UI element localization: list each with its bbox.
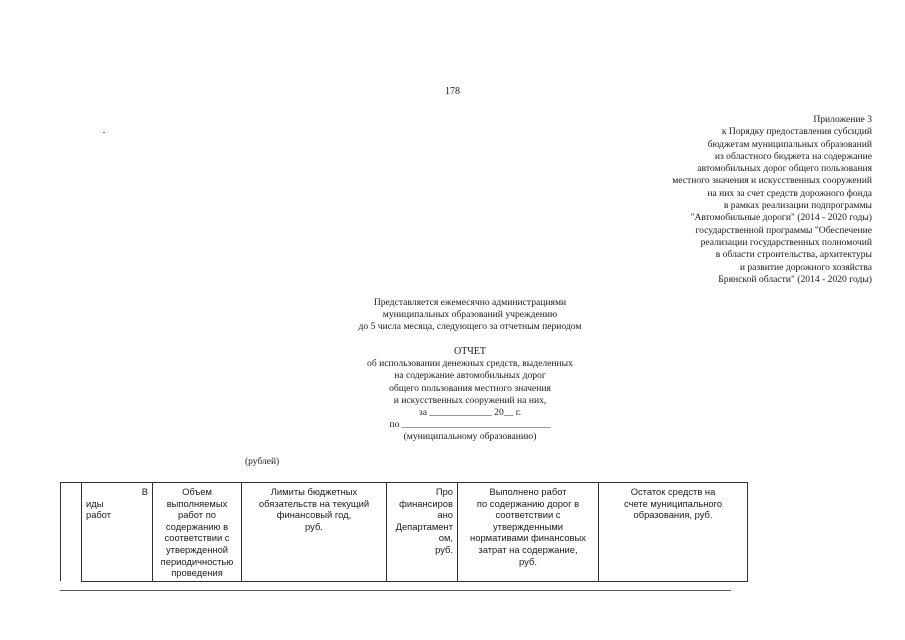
header-budget-limits: Лимиты бюджетных обязательств на текущий финансовый год, руб. [258,486,370,532]
table-header-row [61,483,748,582]
units-label: (рублей) [245,457,280,467]
table-header-cell [61,483,82,582]
appendix-line: в области строительства, архитектуры [715,249,872,261]
header-balance: Остаток средств на счете муниципального образования, руб. [623,486,723,521]
appendix-line: "Автомобильные дороги" (2014 - 2020 годы) [690,212,872,224]
scan-artifact [103,132,105,133]
appendix-line: в рамках реализации подпрограммы [723,200,872,212]
header-work-volume: Объем выполняемых работ по содержанию в соответствии с утвержденной периодичностью проведения [160,486,234,579]
appendix-line: Брянской области" (2014 - 2020 годы) [718,273,872,285]
table-header-cell [242,483,387,582]
report-subtitle-line: на содержание автомобильных дорог [394,370,546,382]
report-title: ОТЧЕТ [453,346,487,357]
report-subtitle-line: и искусственных сооружений на них, [393,394,547,406]
appendix-line: Приложение 3 [813,114,872,125]
appendix-line: на них за счет средств дорожного фонда [707,187,872,199]
report-period-line: за _____________ 20__ г. [418,407,522,419]
appendix-line: и развитие дорожного хозяйства [739,261,872,273]
report-subtitle-line: общего пользования местного значения [389,382,551,394]
appendix-line: автомобильных дорог общего пользования [697,163,872,175]
submission-note [250,297,690,334]
table-header-cell [82,483,153,582]
header-work-types: В иды работ [86,486,148,521]
table-header-cell [458,483,599,582]
header-work-completed: Выполнено работ по содержанию дорог в соответствии с утвержденными нормативами финансовых затрат на содержание, руб. [470,486,586,567]
appendix-block [672,114,872,286]
appendix-line: местного значения и искусственных сооружений [672,175,872,187]
table-header-cell [599,483,748,582]
submission-line: муниципальных образований учреждению [382,309,558,321]
header-financed: Про финансиров ано Департамент ом, руб. [395,486,453,555]
report-subtitle-line: об использовании денежных средств, выделенных [367,358,573,370]
report-municipality-line: по _______________________________ [389,419,551,431]
appendix-line: к Порядку предоставления субсидий [721,126,872,138]
report-municipality-caption: (муниципальному образованию) [403,431,537,443]
appendix-line: из областного бюджета на содержание [714,150,872,162]
table-header-cell [153,483,242,582]
page-number: 178 [445,86,460,97]
table-header-cell [387,483,458,582]
table-bottom-line [60,590,731,591]
appendix-line: бюджетам муниципальных образований [707,138,872,150]
appendix-line: реализации государственных полномочий [700,236,872,248]
appendix-line: государственной программы "Обеспечение [695,224,872,236]
submission-line: до 5 числа месяца, следующего за отчетным периодом [358,321,582,333]
report-table [60,482,748,582]
report-heading [250,346,690,444]
submission-line: Представляется ежемесячно администрациями [373,297,567,308]
